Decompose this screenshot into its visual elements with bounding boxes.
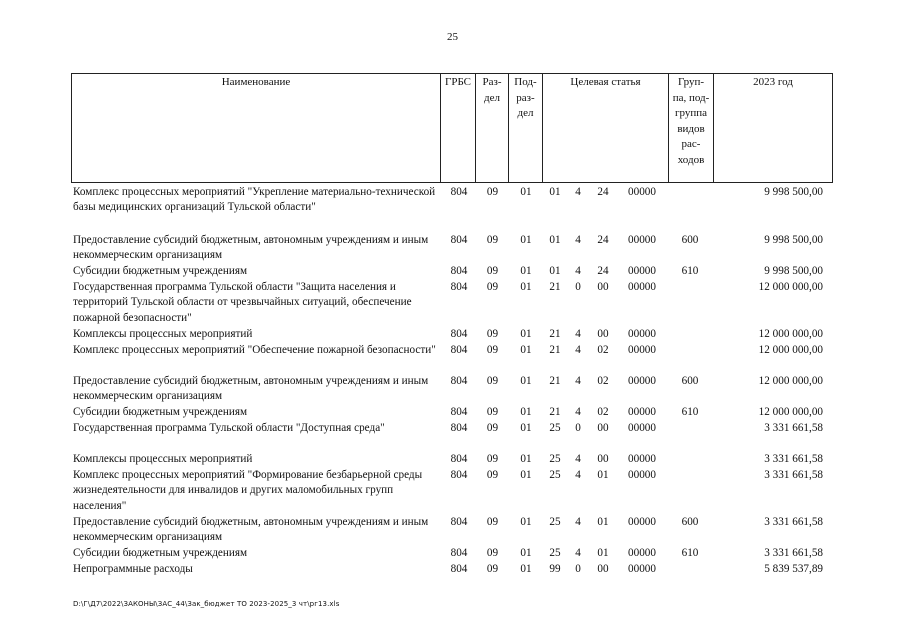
- row-target-type: 4: [575, 234, 581, 246]
- row-razdel: 09: [486, 469, 499, 481]
- header-podrazdel-cell: [508, 73, 543, 183]
- row-grbs: 804: [450, 186, 468, 198]
- row-target-program: 21: [549, 406, 561, 418]
- row-target-direction: 00000: [628, 234, 656, 246]
- row-podrazdel: 01: [520, 422, 532, 434]
- header-year-cell: [713, 73, 833, 183]
- row-target-type: 4: [575, 186, 581, 198]
- row-razdel: 09: [486, 328, 499, 340]
- header-vr-line: ходов: [677, 153, 705, 166]
- row-name: Государственная программа Тульской области "Доступная среда": [73, 422, 385, 434]
- row-target-direction: 00000: [628, 469, 656, 481]
- header-vr-line: рас-: [681, 138, 701, 150]
- row-target-direction: 00000: [628, 186, 656, 198]
- row-target-type: 4: [575, 547, 581, 559]
- row-target-structure: 00: [597, 563, 609, 575]
- row-target-type: 4: [575, 516, 581, 528]
- row-target-structure: 24: [597, 186, 609, 198]
- header-vr-line: группа: [674, 107, 708, 119]
- row-razdel: 09: [486, 563, 499, 575]
- header-vr-line: видов: [677, 122, 705, 135]
- row-target-program: 01: [549, 265, 561, 277]
- row-razdel: 09: [486, 265, 499, 277]
- row-name: Субсидии бюджетным учреждениям: [73, 406, 248, 418]
- row-target-program: 25: [549, 469, 561, 481]
- row-target-type: 0: [575, 281, 581, 293]
- row-grbs: 804: [450, 375, 468, 387]
- row-target-direction: 00000: [628, 265, 656, 277]
- row-target-type: 4: [575, 328, 581, 340]
- row-target-program: 21: [549, 344, 561, 356]
- row-razdel: 09: [486, 406, 499, 418]
- row-grbs: 804: [450, 344, 468, 356]
- row-podrazdel: 01: [520, 547, 532, 559]
- row-amount: 3 331 661,58: [764, 547, 823, 559]
- header-grbs: ГРБС: [444, 76, 472, 88]
- row-grbs: 804: [450, 563, 468, 575]
- row-target-program: 21: [549, 281, 561, 293]
- row-name: Комплекс процессных мероприятий "Обеспечение пожарной безопасности": [73, 344, 436, 356]
- row-grbs: 804: [450, 406, 468, 418]
- row-podrazdel: 01: [520, 406, 532, 418]
- row-podrazdel: 01: [520, 375, 532, 387]
- row-target-program: 21: [549, 328, 561, 340]
- row-target-structure: 01: [597, 516, 609, 528]
- row-expense-type: 600: [681, 375, 699, 387]
- row-razdel: 09: [486, 453, 499, 465]
- row-razdel: 09: [486, 186, 499, 198]
- row-amount: 12 000 000,00: [758, 406, 823, 418]
- header-podrazdel-line: дел: [517, 107, 534, 119]
- row-name: Субсидии бюджетным учреждениям: [73, 547, 248, 559]
- row-grbs: 804: [450, 281, 468, 293]
- row-amount: 12 000 000,00: [758, 328, 823, 340]
- row-name: Комплекс процессных мероприятий "Формирование безбарьерной среды жизнедеятельности для инвалидов и других маломобильных групп населения": [73, 469, 423, 512]
- row-target-program: 01: [549, 234, 561, 246]
- row-target-type: 0: [575, 422, 581, 434]
- row-expense-type: 610: [681, 265, 699, 277]
- row-razdel: 09: [486, 375, 499, 387]
- row-razdel: 09: [486, 344, 499, 356]
- row-grbs: 804: [450, 422, 468, 434]
- row-target-type: 0: [575, 563, 581, 575]
- row-podrazdel: 01: [520, 469, 532, 481]
- row-target-structure: 00: [597, 281, 609, 293]
- row-name: Государственная программа Тульской области "Защита населения и территорий Тульской области от чрезвычайных ситуаций, обеспечение пожарной безопасности": [73, 281, 412, 324]
- row-grbs: 804: [450, 328, 468, 340]
- row-target-structure: 24: [597, 234, 609, 246]
- row-amount: 12 000 000,00: [758, 281, 823, 293]
- header-podrazdel-line: раз-: [516, 91, 535, 104]
- row-podrazdel: 01: [520, 265, 532, 277]
- row-target-program: 25: [549, 453, 561, 465]
- row-amount: 9 998 500,00: [764, 265, 823, 277]
- row-target-structure: 02: [597, 344, 609, 356]
- row-target-direction: 00000: [628, 516, 656, 528]
- header-target-article-cell: [542, 73, 669, 183]
- row-amount: 3 331 661,58: [764, 469, 823, 481]
- header-razdel-cell: [475, 73, 509, 183]
- row-expense-type: 600: [681, 516, 699, 528]
- row-amount: 3 331 661,58: [764, 422, 823, 434]
- row-grbs: 804: [450, 265, 468, 277]
- row-razdel: 09: [486, 516, 499, 528]
- row-name: Комплекс процессных мероприятий "Укрепление материально-технической базы медицинских организаций Тульской области": [73, 186, 436, 214]
- row-razdel: 09: [486, 422, 499, 434]
- row-amount: 9 998 500,00: [764, 186, 823, 198]
- row-razdel: 09: [486, 547, 499, 559]
- header-vr-line: Груп-: [677, 76, 705, 88]
- row-target-direction: 00000: [628, 563, 656, 575]
- row-amount: 5 839 537,89: [764, 563, 823, 575]
- row-target-type: 4: [575, 453, 581, 465]
- row-target-structure: 00: [597, 422, 609, 434]
- row-podrazdel: 01: [520, 234, 532, 246]
- row-name: Непрограммные расходы: [73, 563, 193, 575]
- row-expense-type: 600: [681, 234, 699, 246]
- header-target-article: Целевая статья: [570, 76, 641, 88]
- row-amount: 12 000 000,00: [758, 344, 823, 356]
- header-year: 2023 год: [753, 76, 793, 88]
- row-target-structure: 00: [597, 328, 609, 340]
- row-target-program: 99: [549, 563, 561, 575]
- row-target-structure: 24: [597, 265, 609, 277]
- row-grbs: 804: [450, 469, 468, 481]
- row-name: Комплексы процессных мероприятий: [73, 328, 253, 340]
- row-target-type: 4: [575, 375, 581, 387]
- row-target-direction: 00000: [628, 547, 656, 559]
- row-grbs: 804: [450, 547, 468, 559]
- page-number: 25: [447, 31, 458, 43]
- header-vr-cell: [668, 73, 714, 183]
- row-razdel: 09: [486, 281, 499, 293]
- row-target-type: 4: [575, 469, 581, 481]
- row-target-direction: 00000: [628, 344, 656, 356]
- row-target-structure: 01: [597, 469, 609, 481]
- header-name: Наименование: [221, 76, 291, 88]
- row-amount: 3 331 661,58: [764, 453, 823, 465]
- row-podrazdel: 01: [520, 453, 532, 465]
- header-grbs-cell: [440, 73, 476, 183]
- row-target-structure: 00: [597, 453, 609, 465]
- row-name: Предоставление субсидий бюджетным, автономным учреждениям и иным некоммерческим организациям: [73, 516, 429, 544]
- row-podrazdel: 01: [520, 563, 532, 575]
- row-name: Комплексы процессных мероприятий: [73, 453, 253, 465]
- row-grbs: 804: [450, 453, 468, 465]
- header-razdel-line: Раз-: [482, 76, 502, 88]
- row-target-type: 4: [575, 344, 581, 356]
- row-podrazdel: 01: [520, 344, 532, 356]
- row-target-program: 21: [549, 375, 561, 387]
- row-grbs: 804: [450, 516, 468, 528]
- row-target-structure: 02: [597, 375, 609, 387]
- row-target-direction: 00000: [628, 281, 656, 293]
- row-target-type: 4: [575, 406, 581, 418]
- row-razdel: 09: [486, 234, 499, 246]
- row-target-program: 25: [549, 516, 561, 528]
- row-grbs: 804: [450, 234, 468, 246]
- row-podrazdel: 01: [520, 186, 532, 198]
- row-target-type: 4: [575, 265, 581, 277]
- row-expense-type: 610: [681, 406, 699, 418]
- row-target-program: 25: [549, 422, 561, 434]
- row-target-direction: 00000: [628, 375, 656, 387]
- row-name: Субсидии бюджетным учреждениям: [73, 265, 248, 277]
- row-amount: 12 000 000,00: [758, 375, 823, 387]
- row-amount: 9 998 500,00: [764, 234, 823, 246]
- row-name: Предоставление субсидий бюджетным, автономным учреждениям и иным некоммерческим организациям: [73, 234, 429, 262]
- row-target-program: 01: [549, 186, 561, 198]
- row-amount: 3 331 661,58: [764, 516, 823, 528]
- header-razdel-line: дел: [484, 91, 500, 104]
- header-vr-line: па, под-: [672, 91, 710, 104]
- header-name-cell: [71, 73, 441, 183]
- row-target-direction: 00000: [628, 328, 656, 340]
- row-target-program: 25: [549, 547, 561, 559]
- row-expense-type: 610: [681, 547, 699, 559]
- row-name: Предоставление субсидий бюджетным, автономным учреждениям и иным некоммерческим организациям: [73, 375, 429, 403]
- row-target-direction: 00000: [628, 453, 656, 465]
- row-target-direction: 00000: [628, 422, 656, 434]
- row-podrazdel: 01: [520, 281, 532, 293]
- header-podrazdel-line: Под-: [514, 76, 537, 88]
- row-target-direction: 00000: [628, 406, 656, 418]
- file-path-footer: D:\Г\Д7\2022\ЗАКОНЫ\ЗАС_44\Зак_бюджет ТО 2023-2025_3 чт\рг13.xls: [73, 600, 340, 608]
- row-podrazdel: 01: [520, 516, 532, 528]
- row-podrazdel: 01: [520, 328, 532, 340]
- row-target-structure: 01: [597, 547, 609, 559]
- row-target-structure: 02: [597, 406, 609, 418]
